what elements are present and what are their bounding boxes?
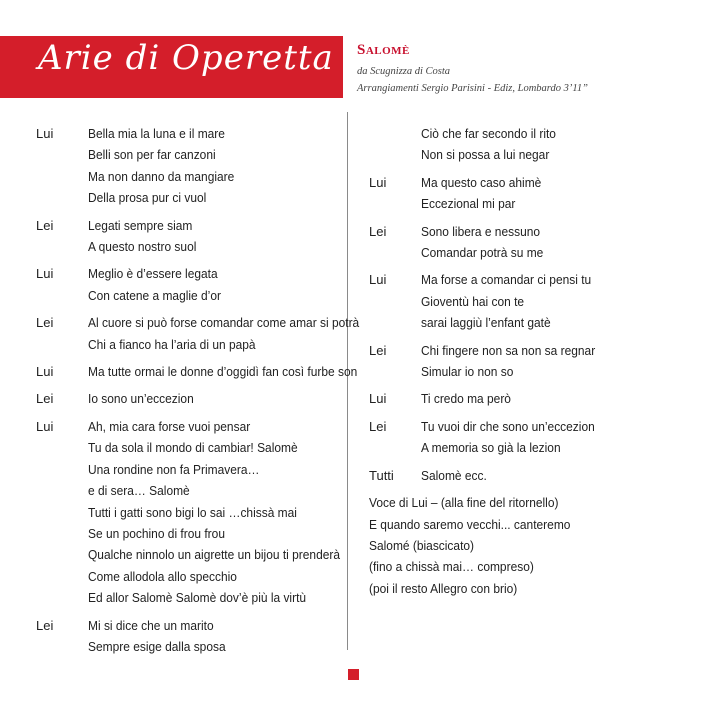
speaker-label: Lui [369, 174, 387, 190]
lyric-block [36, 263, 341, 306]
lyric-lines [88, 615, 341, 658]
lyric-line: Meglio è d’essere legata [88, 266, 218, 282]
lyrics-left-column [36, 123, 360, 663]
lyric-line: Sono libera e nessuno [421, 223, 541, 239]
page-marker [348, 669, 359, 680]
speaker-label: Lui [369, 272, 387, 288]
speaker-label: Lui [36, 266, 54, 282]
lyric-line: Tu da sola il mondo di cambiar! Salomè [88, 440, 298, 456]
performance-note: E quando saremo vecchi... canteremo [369, 516, 571, 532]
lyric-lines [421, 123, 704, 166]
speaker-label: Lei [369, 223, 387, 239]
lyric-block [369, 221, 704, 264]
lyric-line: Salomè ecc. [421, 467, 487, 483]
lyric-lines [88, 416, 362, 609]
speaker-label: Tutti [369, 467, 394, 483]
banner-title: Arie di Operetta [38, 38, 334, 78]
lyric-line: A questo nostro suol [88, 239, 197, 255]
song-title: Salomè [357, 42, 410, 58]
lyric-lines [421, 465, 704, 486]
lyric-block [369, 388, 704, 409]
lyric-line: Io sono un’eccezion [88, 391, 194, 407]
lyric-line: Ed allor Salomè Salomè dov’è più la virtù [88, 590, 307, 606]
speaker-label: Lui [369, 391, 387, 407]
speaker-label: Lei [36, 617, 54, 633]
lyric-line: A memoria so già la lezion [421, 440, 561, 456]
lyric-line: Con catene a maglie d’or [88, 287, 221, 303]
lyric-lines [421, 416, 704, 459]
performance-note: (poi il resto Allegro con brio) [369, 580, 518, 596]
lyric-lines [421, 269, 704, 333]
speaker-label: Lui [36, 126, 54, 141]
lyric-line: Sempre esige dalla sposa [88, 638, 226, 654]
lyric-line: Belli son per far canzoni [88, 147, 216, 163]
performance-note: Salomé (biascicato) [369, 537, 475, 553]
lyric-line: Ma forse a comandar ci pensi tu [421, 272, 592, 288]
lyric-lines [421, 172, 704, 215]
lyric-line: Simular io non so [421, 364, 514, 380]
lyric-block [36, 123, 341, 209]
lyric-lines [421, 388, 704, 409]
lyric-line: Della prosa pur ci vuol [88, 190, 207, 206]
lyric-lines [421, 340, 704, 383]
lyric-lines [88, 215, 341, 258]
speaker-label: Lui [36, 418, 54, 434]
speaker-label: Lei [36, 217, 54, 233]
lyric-line: Comandar potrà su me [421, 245, 544, 261]
speaker-label: Lui [36, 364, 54, 380]
performance-note: Voce di Lui – (alla fine del ritornello) [369, 495, 559, 511]
lyric-lines [88, 263, 341, 306]
speaker-label: Lei [369, 418, 387, 434]
lyric-line: Eccezional mi par [421, 196, 516, 212]
lyric-block [369, 416, 704, 459]
source-line: da Scugnizza di Costa [357, 66, 451, 77]
lyric-block [36, 388, 341, 409]
lyric-line: Come allodola allo specchio [88, 568, 237, 584]
performance-note: (fino a chissà mai… compreso) [369, 559, 534, 575]
lyric-line: Bella mia la luna e il mare [88, 126, 225, 141]
lyric-line: Ah, mia cara forse vuoi pensar [88, 418, 251, 434]
lyric-line: Ciò che far secondo il rito [421, 126, 556, 141]
lyric-lines [421, 221, 704, 264]
lyric-line: Una rondine non fa Primavera… [88, 461, 260, 477]
lyric-block [36, 361, 358, 382]
lyric-line: Non si possa a lui negar [421, 147, 550, 163]
lyric-line: Tu vuoi dir che sono un’eccezion [421, 418, 595, 434]
lyric-block [36, 215, 341, 258]
speaker-label [369, 123, 421, 166]
lyric-line: sarai laggiù l’enfant gatè [421, 315, 551, 331]
lyric-line: Se un pochino di frou frou [88, 525, 225, 541]
arrangement-line: Arrangiamenti Sergio Parisini - Ediz, Lombardo 3’11” [357, 83, 588, 94]
performance-notes [369, 492, 704, 599]
lyric-block [36, 615, 341, 658]
lyric-block [369, 123, 704, 166]
lyric-line: Ma questo caso ahimè [421, 174, 542, 190]
lyric-block [369, 172, 704, 215]
lyric-block [369, 269, 704, 333]
lyric-line: Chi fingere non sa non sa regnar [421, 342, 596, 358]
lyric-line: e di sera… Salomè [88, 483, 190, 499]
lyric-block [369, 465, 704, 486]
lyric-block [369, 340, 704, 383]
lyrics-right-column [369, 123, 704, 599]
speaker-label: Lei [369, 342, 387, 358]
speaker-label: Lei [36, 391, 54, 407]
lyric-line: Ti credo ma però [421, 391, 511, 407]
lyric-line: Qualche ninnolo un aigrette un bijou ti prenderà [88, 547, 341, 563]
lyric-line: Legati sempre siam [88, 217, 193, 233]
speaker-label: Lei [36, 315, 54, 331]
lyrics-right-blocks [369, 123, 704, 486]
lyric-line: Tutti i gatti sono bigi lo sai …chissà mai [88, 504, 297, 520]
lyric-line: Chi a fianco ha l’aria di un papà [88, 336, 256, 352]
lyric-line: Al cuore si può forse comandar come amar si potrà [88, 315, 360, 331]
lyric-lines [88, 123, 341, 209]
lyric-lines [88, 361, 381, 382]
lyric-line: Ma non danno da mangiare [88, 168, 235, 184]
song-header [357, 42, 707, 97]
lyric-line: Mi si dice che un marito [88, 617, 214, 633]
lyric-line: Ma tutte ormai le donne d’oggidì fan così furbe son [88, 364, 358, 380]
lyric-lines [88, 312, 383, 355]
lyric-block [36, 416, 341, 609]
lyric-block [36, 312, 360, 355]
lyric-lines [88, 388, 341, 409]
lyric-line: Gioventù hai con te [421, 293, 525, 309]
